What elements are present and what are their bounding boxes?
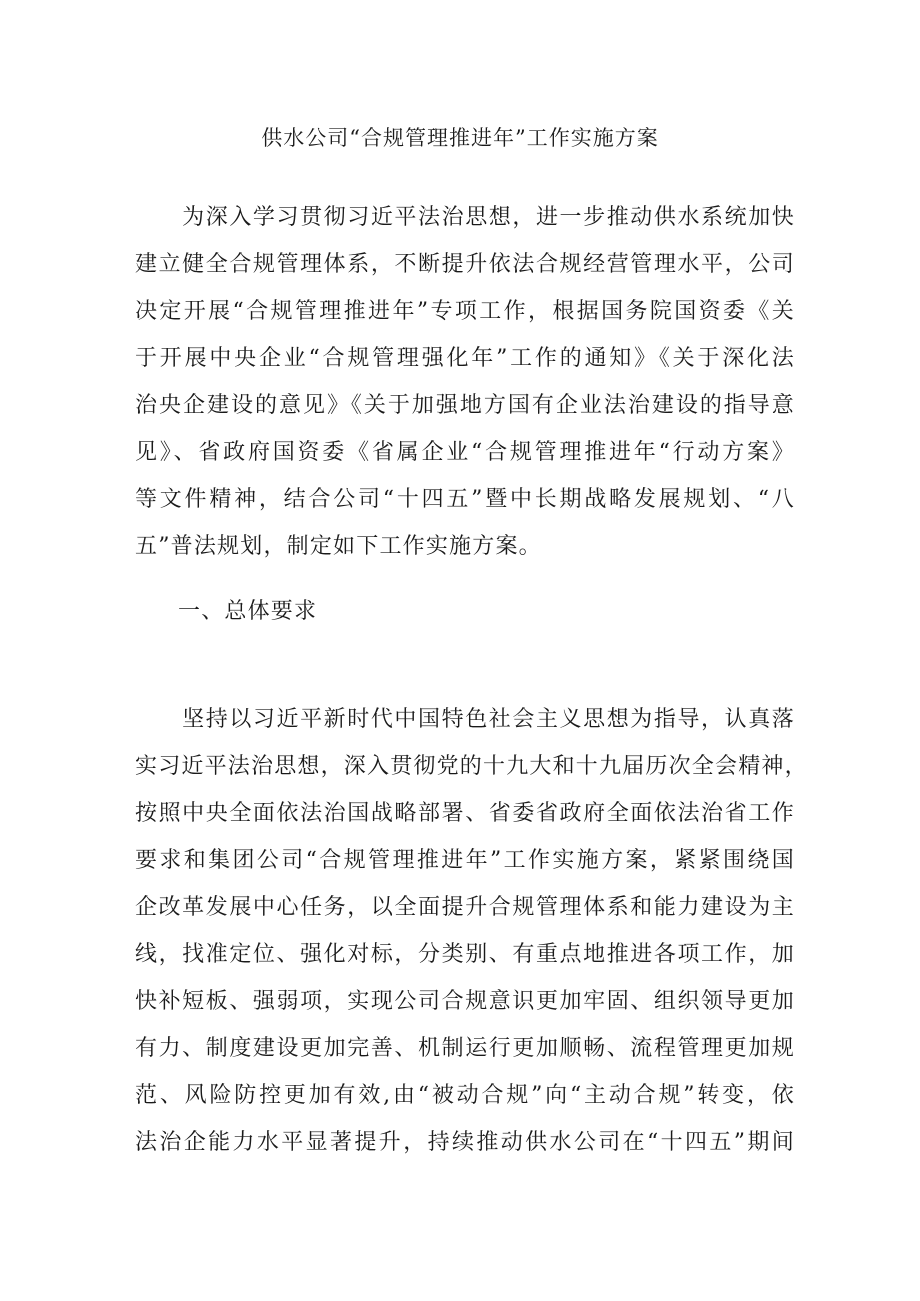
paragraph-line: 于开展中央企业“合规管理强化年”工作的通知》《关于深化法 [135,346,795,371]
paragraph-line: 企改革发展中心任务，以全面提升合规管理体系和能力建设为主 [135,895,795,920]
paragraph-line: 等文件精神，结合公司“十四五”暨中长期战略发展规划、“八 [135,487,795,512]
document-title: 供水公司“合规管理推进年”工作实施方案 [261,126,659,150]
paragraph-line: 快补短板、强弱项，实现公司合规意识更加牢固、组织领导更加 [135,989,795,1014]
paragraph-line: 按照中央全面依法治国战略部署、省委省政府全面依法治省工作 [135,801,795,826]
intro-paragraph [135,194,795,570]
paragraph-line: 有力、制度建设更加完善、机制运行更加顺畅、流程管理更加规 [135,1036,795,1061]
paragraph-line: 五”普法规划，制定如下工作实施方案。 [135,534,542,559]
paragraph-line: 建立健全合规管理体系，不断提升依法合规经营管理水平，公司 [135,252,795,277]
paragraph-line: 法治企能力水平显著提升，持续推动供水公司在“十四五”期间 [135,1130,795,1155]
paragraph-line: 要求和集团公司“合规管理推进年”工作实施方案，紧紧围绕国 [135,848,795,873]
paragraph-line: 为深入学习贯彻习近平法治思想，进一步推动供水系统加快 [135,205,795,230]
paragraph-line: 线，找准定位、强化对标，分类别、有重点地推进各项工作，加 [135,942,795,967]
paragraph-line: 治央企建设的意见》《关于加强地方国有企业法治建设的指导意 [135,393,795,418]
section1-paragraph [135,696,808,1166]
paragraph-line: 见》、省政府国资委《省属企业“合规管理推进年“行动方案》 [135,440,795,465]
paragraph-line: 坚持以习近平新时代中国特色社会主义思想为指导，认真落 [135,707,795,732]
paragraph-line: 范、风险防控更加有效,由“被动合规”向“主动合规”转变，依 [135,1083,795,1108]
paragraph-line: 决定开展“合规管理推进年”专项工作，根据国务院国资委《关 [135,299,795,324]
paragraph-line: 实习近平法治思想，深入贯彻党的十九大和十九届历次全会精神， [135,754,808,779]
section-heading: 一、总体要求 [178,599,318,624]
